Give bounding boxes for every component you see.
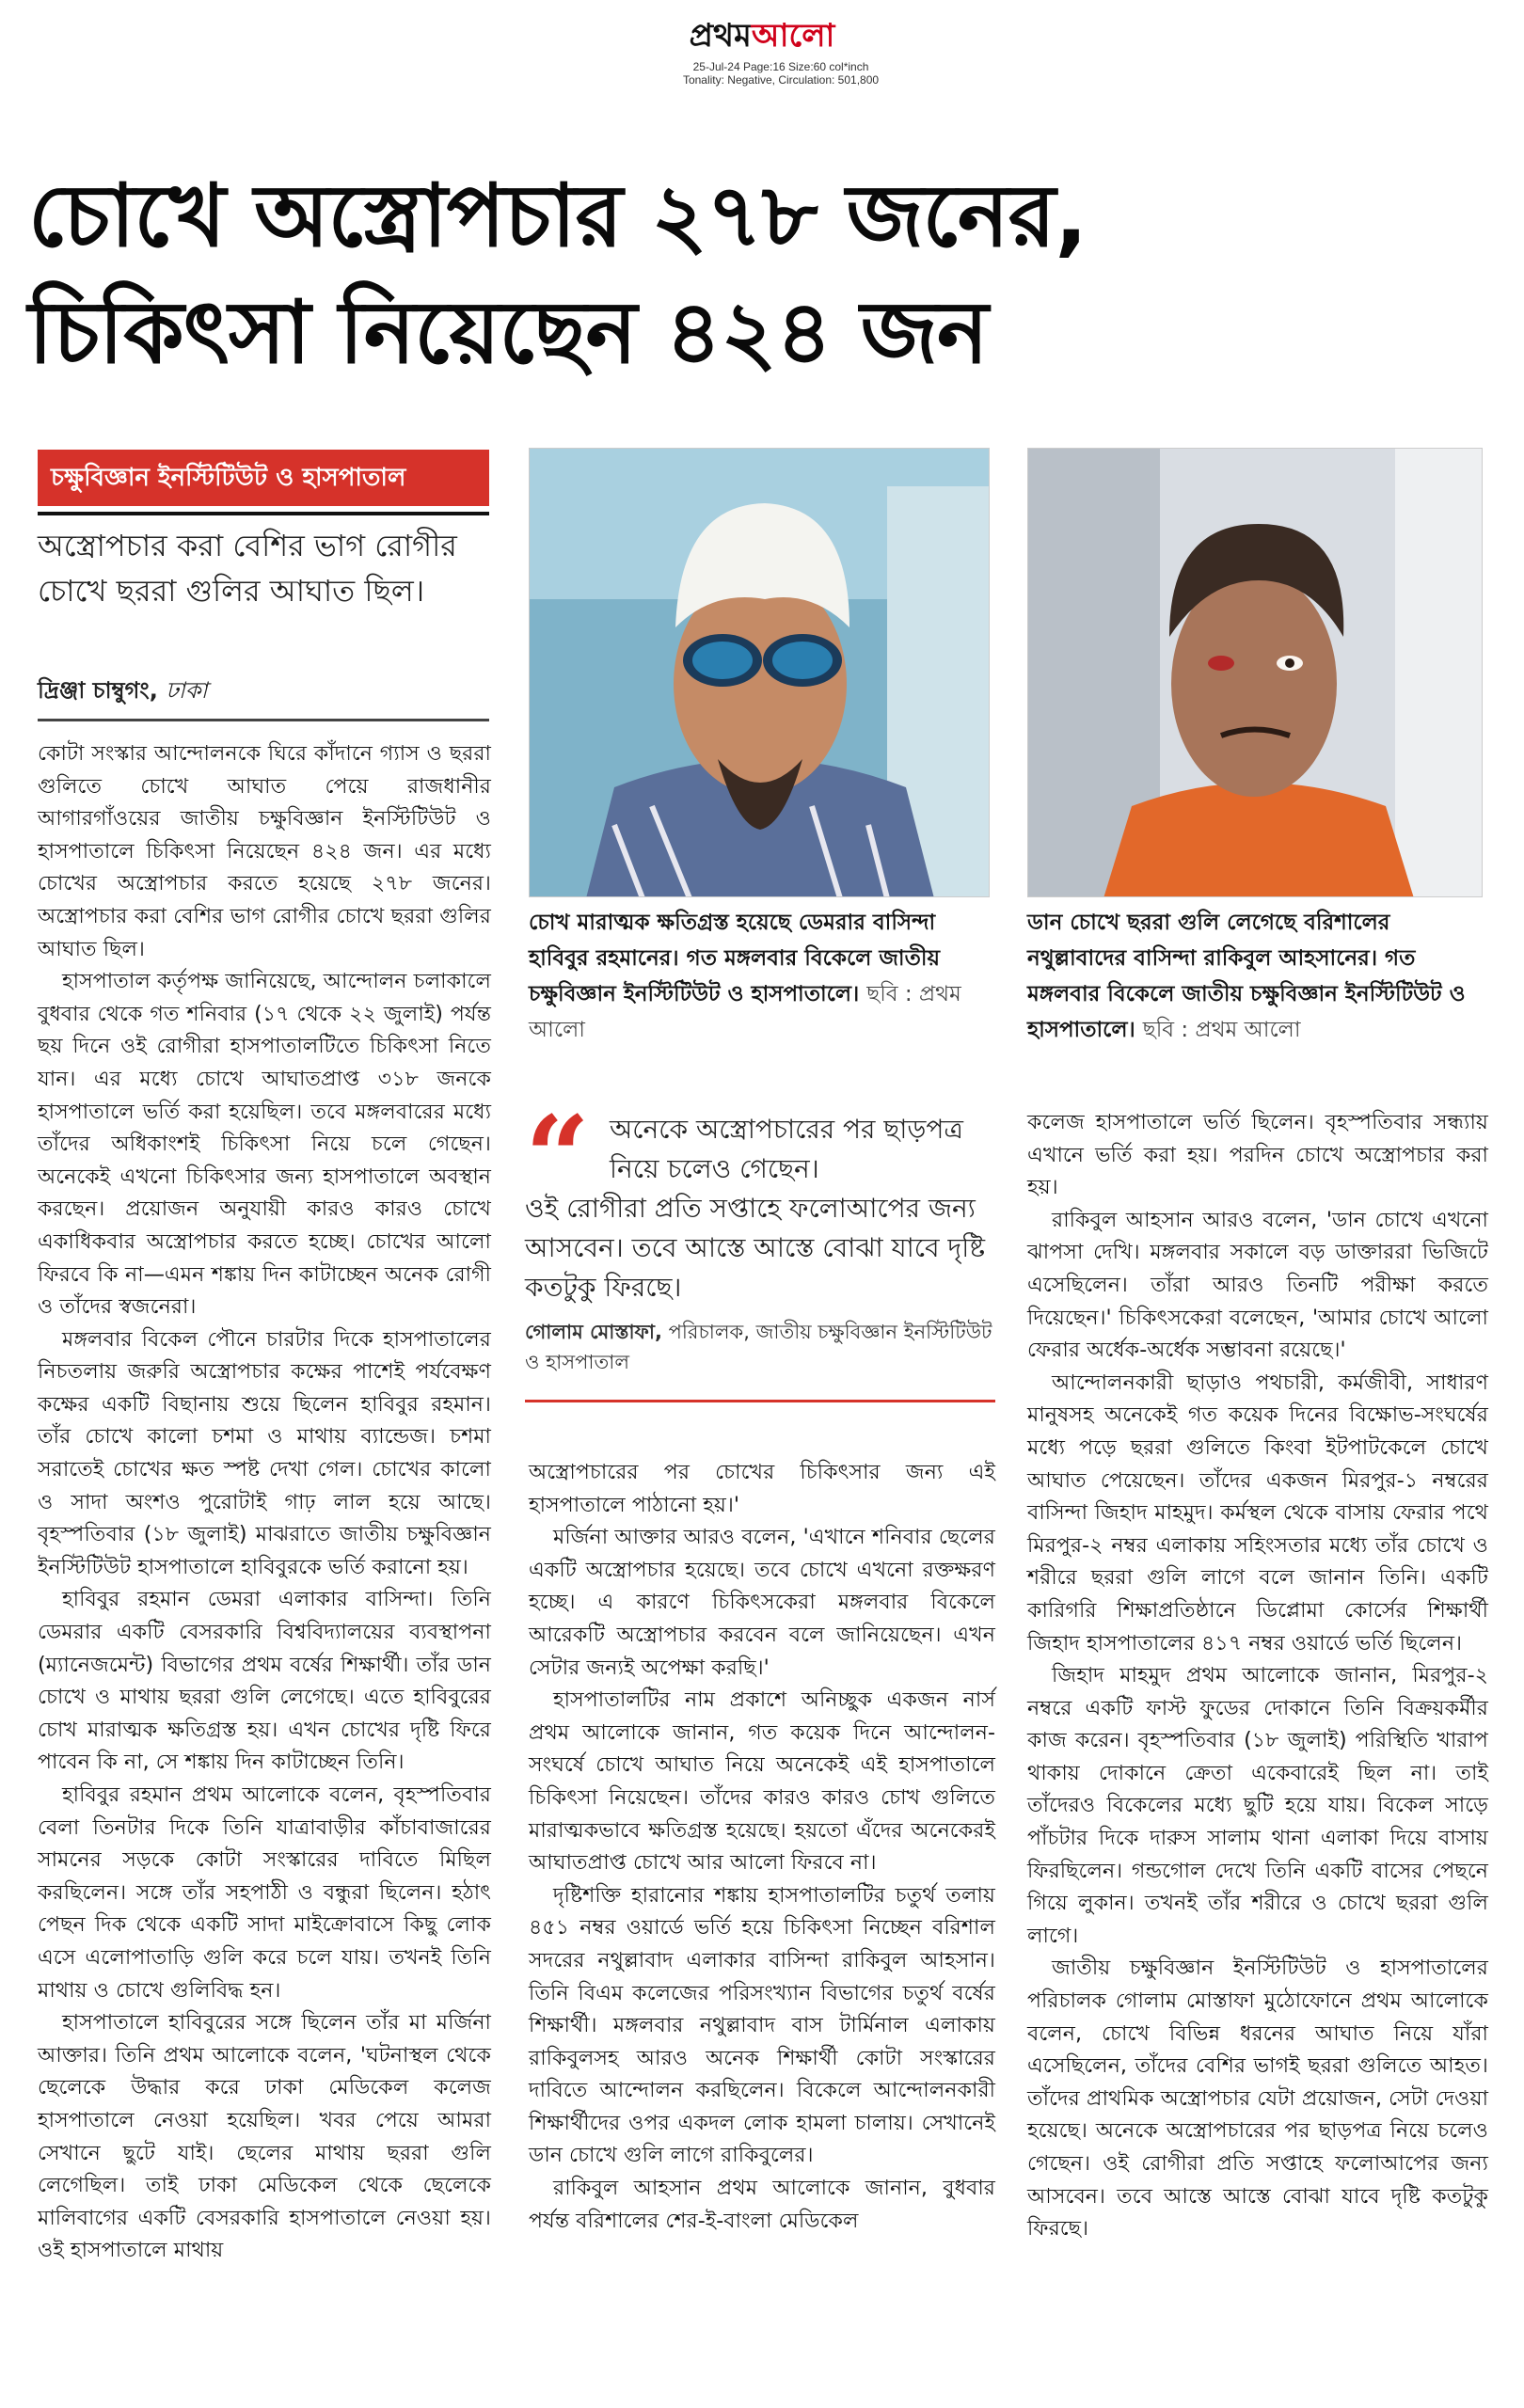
byline	[38, 673, 489, 711]
meta-line-2: Tonality: Negative, Circulation: 501,800	[682, 73, 880, 87]
caption-text: ডান চোখে ছররা গুলি লেগেছে বরিশালের নথুল্লাবাদের বাসিন্দা রাকিবুল আহসানের। গত মঙ্গলবার বিকেলে জাতীয় চক্ষুবিজ্ঞান ইনস্টিটিউট ও হাসপাতালে।	[1027, 911, 1466, 1042]
clipping-meta	[659, 60, 903, 87]
logo-part-1: প্রথম	[689, 17, 752, 55]
quote-text-2: ওই রোগীরা প্রতি সপ্তাহে ফলোআপের জন্য আসবেন। তবে আস্তে আস্তে বোঝা যাবে দৃষ্টি কতটুকু ফিরছে।	[525, 1193, 986, 1303]
paragraph: হাবিবুর রহমান প্রথম আলোকে বলেন, বৃহস্পতিবার বেলা তিনটার দিকে তিনি যাত্রাবাড়ীর কাঁচাবাজারের সামনের সড়কে কোটা সংস্কারের দাবিতে মিছিল করছিলেন। সঙ্গে তাঁর সহপাঠী ও বন্ধুরা ছিলেন। হঠাৎ পেছন দিক থেকে একটি সাদা মাইক্রোবাসে কিছু লোক এসে এলোপাতাড়ি গুলি করে চলে যায়। তখনই তিনি মাথায় ও চোখে গুলিবিদ্ধ হন।	[38, 1782, 491, 2003]
paragraph: হাসপাতালটির নাম প্রকাশে অনিচ্ছুক একজন নার্স প্রথম আলোকে জানান, গত কয়েক দিনে আন্দোলন-সংঘর্ষে চোখে আঘাত নিয়ে অনেকেই এই হাসপাতালে চিকিৎসা নিয়েছেন। তাঁদের কারও কারও চোখ গুলিতে মারাত্মকভাবে ক্ষতিগ্রস্ত হয়েছে। হয়তো এঁদের অনেকেরই আঘাতপ্রাপ্ত চোখে আর আলো ফিরবে না।	[529, 1687, 995, 1876]
quote-source	[525, 1317, 995, 1377]
paragraph: হাবিবুর রহমান ডেমরা এলাকার বাসিন্দা। তিনি ডেমরার একটি বেসরকারি বিশ্ববিদ্যালয়ের ব্যবস্থাপনা (ম্যানেজমেন্ট) বিভাগের প্রথম বর্ষের শিক্ষার্থী। তাঁর ডান চোখে ও মাথায় ছররা গুলি লেগেছে। এতে হাবিবুরের চোখ মারাত্মক ক্ষতিগ্রস্ত হয়। এখন চোখের দৃষ্টি ফিরে পাবেন কি না, সে শঙ্কায় দিন কাটাচ্ছেন তিনি।	[38, 1587, 491, 1775]
paragraph: মর্জিনা আক্তার আরও বলেন, 'এখানে শনিবার ছেলের একটি অস্ত্রোপচার হয়েছে। তবে চোখে এখনো রক্তক্ষরণ হচ্ছে। এ কারণে চিকিৎসকেরা মঙ্গলবার বিকেলে আরেকটি অস্ত্রোপচার করবেন বলে জানিয়েছেন। এখন সেটার জন্যই অপেক্ষা করছি।'	[529, 1525, 995, 1680]
paragraph: জিহাদ মাহমুদ প্রথম আলোকে জানান, মিরপুর-২ নম্বরে একটি ফাস্ট ফুডের দোকানে তিনি বিক্রয়কর্মীর কাজ করেন। বৃহস্পতিবার (১৮ জুলাই) পরিস্থিতি খারাপ থাকায় দোকানে ক্রেতা একেবারেই ছিল না। তাই তাঁদেরও বিকেলের মধ্যে ছুটি হয়ে যায়। বিকেল সাড়ে পাঁচটার দিকে দারুস সালাম থানা এলাকা দিয়ে বাসায় ফিরছিলেন। গন্ডগোল দেখে তিনি একটি বাসের পেছনে গিয়ে লুকান। তখনই তাঁর শরীরে ও চোখে ছররা গুলি লাগে।	[1027, 1663, 1488, 1948]
paragraph: জাতীয় চক্ষুবিজ্ঞান ইনস্টিটিউট ও হাসপাতালের পরিচালক গোলাম মোস্তাফা মুঠোফোনে প্রথম আলোকে বলেন, চোখে বিভিন্ন ধরনের আঘাত নিয়ে যাঁরা এসেছিলেন, তাঁদের বেশির ভাগই ছররা গুলিতে আহত। তাঁদের প্রাথমিক অস্ত্রোপচার যেটা প্রয়োজন, সেটা দেওয়া হয়েছে। অনেকে অস্ত্রোপচারের পর ছাড়পত্র নিয়ে চলেও গেছেন। ওই রোগীরা প্রতি সপ্তাহে ফলোআপের জন্য আসবেন। তবে আস্তে আস্তে বোঝা যাবে দৃষ্টি কতটুকু ফিরছে।	[1027, 1956, 1488, 2242]
quote-rule	[525, 1400, 995, 1402]
photo-credit: ছবি : প্রথম আলো	[529, 982, 961, 1042]
paragraph: আন্দোলনকারী ছাড়াও পথচারী, কর্মজীবী, সাধারণ মানুষসহ অনেকেই গত কয়েক দিনের বিক্ষোভ-সংঘর্ষের মধ্যে পড়ে ছররা গুলিতে কিংবা ইটপাটকেলে চোখে আঘাত পেয়েছেন। তাঁদের একজন মিরপুর-১ নম্বরের বাসিন্দা জিহাদ মাহমুদ। কর্মস্থল থেকে বাসায় ফেরার পথে মিরপুর-২ নম্বর এলাকায় সহিংসতার মধ্যে তাঁর চোখে ও শরীরে ছররা গুলি লাগে বলে জানান তিনি। একটি কারিগরি শিক্ষাপ্রতিষ্ঠানে ডিপ্লোমা কোর্সের শিক্ষার্থী জিহাদ হাসপাতালের ৪১৭ নম্বর ওয়ার্ডে ভর্তি ছিলেন।	[1027, 1370, 1488, 1656]
photo-habibur-caption	[529, 905, 995, 1048]
photo-credit: ছবি : প্রথম আলো	[1142, 1018, 1301, 1042]
quote-text-1: অনেকে অস্ত্রোপচারের পর ছাড়পত্র নিয়ে চলেও গেছেন।	[610, 1114, 963, 1184]
byline-name: দ্রিঞ্জা চাম্বুগং,	[38, 677, 158, 704]
paragraph: দৃষ্টিশক্তি হারানোর শঙ্কায় হাসপাতালটির চতুর্থ তলায় ৪৫১ নম্বর ওয়ার্ডে ভর্তি হয়ে চিকিৎসা নিচ্ছেন বরিশাল সদরের নথুল্লাবাদ এলাকার বাসিন্দা রাকিবুল আহসান। তিনি বিএম কলেজের পরিসংখ্যান বিভাগের চতুর্থ বর্ষের শিক্ষার্থী। মঙ্গলবার নথুল্লাবাদ বাস টার্মিনাল এলাকায় রাকিবুলসহ আরও অনেক শিক্ষার্থী কোটা সংস্কারের দাবিতে আন্দোলন করছিলেন। বিকেলে আন্দোলনকারী শিক্ষার্থীদের ওপর একদল লোক হামলা চালায়। সেখানেই ডান চোখে গুলি লাগে রাকিবুলের।	[529, 1882, 995, 2168]
meta-line-1: 25-Jul-24 Page:16 Size:60 col*inch	[692, 60, 869, 73]
headline-line-1: চোখে অস্ত্রোপচার ২৭৮ জনের,	[28, 166, 1087, 266]
paragraph: রাকিবুল আহসান আরও বলেন, 'ডান চোখে এখনো ঝাপসা দেখি। মঙ্গলবার সকালে বড় ডাক্তাররা ভিজিটে এসেছিলেন। তাঁরা আরও তিনটি পরীক্ষা করতে দিয়েছেন।' চিকিৎসকেরা বলেছেন, 'আমার চোখে আলো ফেরার অর্ধেক-অর্ধেক সম্ভাবনা রয়েছে।'	[1027, 1207, 1488, 1363]
article-column-1	[38, 737, 491, 2393]
photo-habibur-illustration	[530, 449, 990, 897]
photo-rakibul-illustration	[1028, 449, 1483, 897]
headline	[28, 158, 1496, 391]
photo-habibur	[529, 448, 990, 897]
article-column-2	[529, 1456, 995, 2397]
paragraph: কলেজ হাসপাতালে ভর্তি ছিলেন। বৃহস্পতিবার সন্ধ্যায় এখানে ভর্তি করা হয়। পরদিন চোখে অস্ত্রোপচার করা হয়।	[1027, 1110, 1488, 1200]
article-column-3	[1027, 1106, 1488, 2395]
pull-quote	[525, 1091, 995, 1405]
masthead	[0, 0, 1524, 94]
paragraph: মঙ্গলবার বিকেল পৌনে চারটার দিকে হাসপাতালের নিচতলায় জরুরি অস্ত্রোপচার কক্ষের পাশেই পর্যবেক্ষণ কক্ষের একটি বিছানায় শুয়ে ছিলেন হাবিবুর রহমান। তাঁর চোখে কালো চশমা ও মাথায় ব্যান্ডেজ। চশমা সরাতেই চোখের ক্ষত স্পষ্ট দেখা গেল। চোখের কালো ও সাদা অংশও পুরোটাই গাঢ় লাল হয়ে আছে। বৃহস্পতিবার (১৮ জুলাই) মাঝরাতে জাতীয় চক্ষুবিজ্ঞান ইনস্টিটিউট হাসপাতালে হাবিবুরকে ভর্তি করানো হয়।	[38, 1326, 491, 1579]
photo-rakibul-caption	[1027, 905, 1488, 1048]
caption-text: চোখ মারাত্মক ক্ষতিগ্রস্ত হয়েছে ডেমরার বাসিন্দা হাবিবুর রহমানের। গত মঙ্গলবার বিকেলে জাতীয় চক্ষুবিজ্ঞান ইনস্টিটিউট ও হাসপাতালে।	[529, 911, 940, 1006]
paragraph: রাকিবুল আহসান প্রথম আলোকে জানান, বুধবার পর্যন্ত বরিশালের শের-ই-বাংলা মেডিকেল	[529, 2176, 995, 2233]
kicker-label: চক্ষুবিজ্ঞান ইনস্টিটিউট ও হাসপাতাল	[38, 450, 489, 506]
paragraph: অস্ত্রোপচারের পর চোখের চিকিৎসার জন্য এই হাসপাতালে পাঠানো হয়।'	[529, 1460, 995, 1517]
byline-rule	[38, 719, 489, 721]
paragraph: কোটা সংস্কার আন্দোলনকে ঘিরে কাঁদানে গ্যাস ও ছররা গুলিতে চোখে আঘাত পেয়ে রাজধানীর আগারগাঁওয়ের জাতীয় চক্ষুবিজ্ঞান ইনস্টিটিউট ও হাসপাতালে চিকিৎসা নিয়েছেন ৪২৪ জন। এর মধ্যে চোখের অস্ত্রোপচার করতে হয়েছে ২৭৮ জনের। অস্ত্রোপচার করা বেশির ভাগ রোগীর চোখে ছররা গুলির আঘাত ছিল।	[38, 741, 491, 961]
logo-part-2: আলো	[751, 17, 835, 55]
byline-place: ঢাকা	[166, 677, 208, 704]
quote-source-title: পরিচালক, জাতীয় চক্ষুবিজ্ঞান ইনস্টিটিউট ও হাসপাতাল	[525, 1321, 992, 1373]
newspaper-logo	[611, 11, 913, 65]
quote-mark-icon: “	[525, 1091, 591, 1224]
quote-source-name: গোলাম মোস্তাফা,	[525, 1321, 662, 1343]
photo-rakibul	[1027, 448, 1483, 897]
paragraph: হাসপাতালে হাবিবুরের সঙ্গে ছিলেন তাঁর মা মর্জিনা আক্তার। তিনি প্রথম আলোকে বলেন, 'ঘটনাস্থল থেকে ছেলেকে উদ্ধার করে ঢাকা মেডিকেল কলেজ হাসপাতালে নেওয়া হয়েছিল। খবর পেয়ে আমরা সেখানে ছুটে যাই। ছেলের মাথায় ছররা গুলি লেগেছিল। তাই ঢাকা মেডিকেল থেকে ছেলেকে মালিবাগের একটি বেসরকারি হাসপাতালে নেওয়া হয়। ওই হাসপাতালে মাথায়	[38, 2010, 491, 2263]
deck-summary: অস্ত্রোপচার করা বেশির ভাগ রোগীর চোখে ছররা গুলির আঘাত ছিল।	[38, 528, 457, 609]
headline-line-2: চিকিৎসা নিয়েছেন ৪২৪ জন	[28, 282, 988, 383]
paragraph: হাসপাতাল কর্তৃপক্ষ জানিয়েছে, আন্দোলন চলাকালে বুধবার থেকে গত শনিবার (১৭ থেকে ২২ জুলাই) পর্যন্ত ছয় দিনে ওই রোগীরা হাসপাতালটিতে চিকিৎসা নিতে যান। এর মধ্যে চোখে আঘাতপ্রাপ্ত ৩১৮ জনকে হাসপাতালে ভর্তি করা হয়েছিল। তবে মঙ্গলবারের মধ্যে তাঁদের অধিকাংশই চিকিৎসা নিয়ে চলে গেছেন। অনেকেই এখনো চিকিৎসার জন্য হাসপাতালে অবস্থান করছেন। প্রয়োজন অনুযায়ী কারও কারও চোখে একাধিকবার অস্ত্রোপচার করতে হচ্ছে। চোখের আলো ফিরবে কি না—এমন শঙ্কায় দিন কাটাচ্ছেন অনেক রোগী ও তাঁদের স্বজনেরা।	[38, 969, 491, 1320]
